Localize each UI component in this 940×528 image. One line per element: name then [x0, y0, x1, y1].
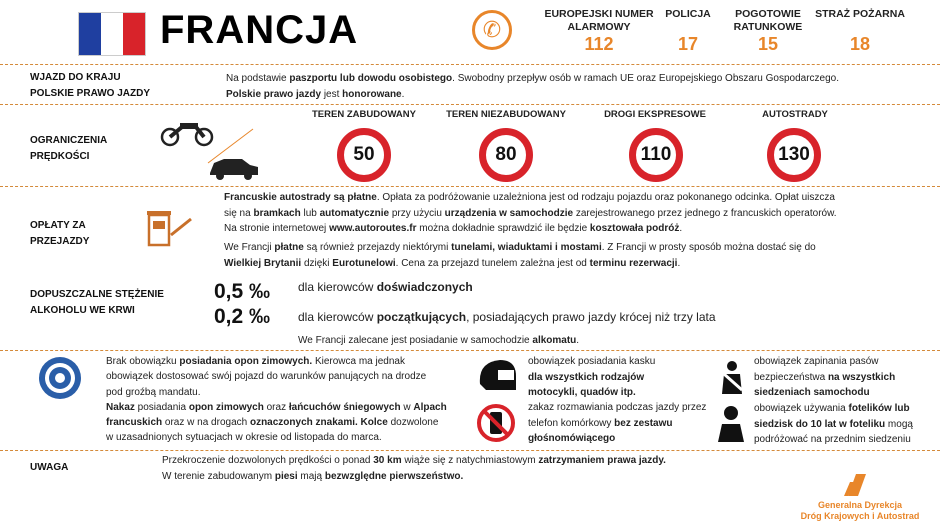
helmet-text: [528, 354, 728, 401]
emergency-ambulance: [728, 8, 808, 54]
text: obowiązek zapinania pasów: [754, 356, 879, 367]
text-bold: bezwzględne pierwszeństwo.: [324, 470, 464, 482]
flag-blue-stripe: [79, 13, 101, 55]
text-bold: paszportu lub dowodu osobistego: [289, 73, 453, 84]
text: telefon komórkowy: [528, 417, 615, 429]
entry-title: WJAZD DO KRAJU POLSKIE PRAWO JAZDY: [30, 72, 151, 99]
divider: [0, 350, 940, 351]
text-bold: oznaczonych znakami. Kolce: [249, 417, 388, 429]
speed-label: TEREN NIEZABUDOWANY: [446, 109, 566, 120]
text: bezpieczeństwa: [754, 371, 828, 383]
text-bold: dla wszystkich rodzajów: [528, 371, 645, 383]
seatbelt-icon: [712, 360, 750, 394]
warning-text: [162, 453, 722, 484]
gddkia-logo: [790, 500, 930, 522]
france-flag: [78, 12, 146, 56]
text: oraz: [263, 401, 289, 413]
text-bold: urządzenia w samochodzie: [444, 207, 574, 219]
text-bold: Polskie prawo jazdy: [226, 88, 322, 100]
gddkia-logo-icon: [842, 470, 870, 498]
text: lub: [300, 207, 320, 219]
emergency-number: 17: [677, 34, 699, 54]
text-bold: siedzisk do 10 lat w foteliku: [754, 418, 886, 430]
text: obowiązek używania: [754, 403, 849, 414]
alcohol-desc-experienced: [298, 280, 473, 296]
emergency-label: POGOTOWIE RATUNKOWE: [733, 8, 803, 33]
text-bold: opon zimowych: [188, 401, 264, 413]
text-bold: francuskich: [106, 417, 163, 429]
seatbelt-text: [754, 354, 934, 401]
text-bold: siedzeniach samochodu: [754, 387, 870, 398]
speed-sign-130: 130: [767, 128, 821, 182]
text: .: [576, 335, 580, 346]
logo-line: Dróg Krajowych i Autostrad: [800, 511, 920, 521]
text-bold: motocykli, quadów itp.: [528, 387, 636, 398]
text: dla kierowców: [298, 280, 377, 294]
winter-text: [106, 354, 466, 446]
speed-title: OGRANICZENIA PRĘDKOŚCI: [30, 135, 108, 162]
emergency-label: POLICJA: [665, 8, 711, 20]
alcohol-title: DOPUSZCZALNE STĘŻENIE ALKOHOLU WE KRWI: [30, 289, 164, 316]
text: obowiązek dostosować swój pojazd do warunków panujących na drodze: [106, 371, 427, 383]
text: .: [679, 223, 683, 234]
text: mogą: [885, 418, 913, 430]
divider: [0, 186, 940, 187]
text: w: [400, 401, 414, 413]
entry-text: [226, 71, 926, 102]
alcohol-note: [298, 333, 579, 349]
text: oraz w na drogach: [162, 417, 250, 429]
text: mają: [297, 470, 325, 482]
text-bold: bramkach: [253, 207, 301, 219]
text: pod groźbą mandatu.: [106, 386, 201, 398]
text: się na: [224, 207, 254, 219]
text: dzięki: [301, 257, 333, 269]
no-phone-icon: [476, 403, 516, 443]
text-bold: na wszystkich: [827, 371, 896, 383]
emergency-label: STRAŻ POŻARNA: [815, 8, 905, 20]
tolls-title: OPŁATY ZA PRZEJAZDY: [30, 220, 90, 247]
speed-label: TEREN ZABUDOWANY: [312, 109, 416, 120]
text-bold: Francuskie autostrady są płatne: [224, 192, 377, 203]
emergency-label: EUROPEJSKI NUMER ALARMOWY: [544, 8, 654, 33]
text-bold: Nakaz: [106, 401, 135, 413]
tolls-paragraph-2: [224, 240, 924, 271]
text: . Cena za przejazd tunelem zależna jest od: [395, 257, 590, 269]
emergency-number: 112: [584, 34, 614, 54]
text-bold: Alpach: [413, 401, 447, 413]
text-bold: kosztowała podróż: [589, 223, 680, 234]
emergency-112: [540, 8, 658, 54]
winter-tire-icon: [38, 356, 82, 400]
page-title: FRANCJA: [160, 8, 359, 52]
text: zakaz rozmawiania podczas jazdy przez: [528, 402, 707, 413]
text: wiąże się z natychmiastowym: [401, 455, 539, 466]
alcohol-limit-experienced: 0,5 ‰: [214, 280, 271, 303]
text-bold: fotelików lub: [848, 403, 910, 414]
text-bold: www.autoroutes.fr: [329, 223, 417, 234]
text: Przekroczenie dozwolonych prędkości o ponad: [162, 455, 374, 466]
text-bold: terminu rezerwacji: [589, 257, 678, 269]
speed-sign-80: 80: [479, 128, 533, 182]
text: Brak obowiązku: [106, 356, 180, 367]
tolls-paragraph-1: [224, 190, 924, 237]
text: . Opłata za podróżowanie uzależniona jest od rodzaju pojazdu oraz pokonanego odcinka. Opłat uiszcza: [376, 192, 835, 203]
text-bold: Eurotunelowi: [332, 257, 396, 269]
toll-gate-icon: [145, 205, 195, 250]
text-bold: płatne: [274, 242, 304, 253]
speed-sign-50: 50: [337, 128, 391, 182]
text: .: [677, 257, 681, 269]
text: W terenie zabudowanym: [162, 470, 275, 482]
alcohol-desc-novice: [298, 310, 716, 326]
text-bold: posiadania opon zimowych.: [179, 356, 313, 367]
phone-rule-text: [528, 400, 738, 447]
speed-sign-110: 110: [629, 128, 683, 182]
text: można dokładnie sprawdzić ile będzie: [416, 223, 590, 234]
text: podróżować na przednim siedzeniu: [754, 434, 911, 445]
flag-red-stripe: [123, 13, 145, 55]
text: posiadania: [134, 401, 189, 413]
text: We Francji: [224, 242, 275, 253]
text-bold: 30 km: [373, 455, 402, 466]
child-seat-icon: [712, 404, 750, 442]
emergency-police: [660, 8, 716, 54]
text-bold: początkujących: [376, 310, 467, 324]
flag-white-stripe: [101, 13, 123, 55]
text-bold: alkomatu: [532, 335, 577, 346]
text-bold: piesi: [274, 470, 298, 482]
text-bold: honorowane: [342, 88, 402, 100]
text: Na stronie internetowej: [224, 223, 330, 234]
text-bold: Wielkiej Brytanii: [224, 257, 302, 269]
text: Na podstawie: [226, 73, 290, 84]
emergency-number: 15: [757, 34, 779, 54]
text: w uzasadnionych sytuacjach w okresie od listopada do marca.: [106, 432, 382, 444]
text-bold: automatycznie: [319, 207, 390, 219]
text: .: [401, 88, 405, 100]
text: We Francji zalecane jest posiadanie w samochodzie: [298, 335, 533, 346]
text: , posiadających prawo jazdy krócej niż trzy lata: [466, 310, 716, 324]
speed-label: AUTOSTRADY: [762, 109, 828, 120]
alcohol-limit-novice: 0,2 ‰: [214, 305, 271, 328]
divider: [0, 64, 940, 65]
emergency-number: 18: [849, 34, 871, 54]
text: obowiązek posiadania kasku: [528, 356, 656, 367]
text-bold: tunelami, wiaduktami i mostami: [451, 242, 602, 253]
text: są również przejazdy niektórymi: [303, 242, 452, 253]
emergency-fire: [812, 8, 908, 54]
text: . Z Francji w prosty sposób można dostać się do: [601, 242, 816, 253]
child-seat-text: [754, 401, 934, 448]
text: zarejestrowanego przez jednego z francuskich operatorów.: [573, 207, 837, 219]
text: przy użyciu: [389, 207, 445, 219]
text-bold: doświadczonych: [376, 280, 473, 294]
helmet-icon: [476, 356, 518, 396]
phone-icon: ✆: [472, 10, 512, 50]
warning-title: UWAGA: [30, 462, 69, 473]
text: Kierowca ma jednak: [312, 356, 405, 367]
text: dozwolone: [387, 417, 439, 429]
logo-line: Generalna Dyrekcja: [817, 500, 903, 510]
speed-label: DROGI EKSPRESOWE: [604, 109, 706, 120]
text-bold: zatrzymaniem prawa jazdy.: [538, 455, 666, 466]
divider: [0, 104, 940, 105]
motorcycle-car-icon: [158, 115, 268, 183]
text: . Swobodny przepływ osób w ramach UE oraz Europejskiego Obszaru Gospodarczego.: [452, 73, 840, 84]
text: jest: [321, 88, 343, 100]
text: dla kierowców: [298, 310, 377, 324]
text-bold: głośnomówiącego: [528, 433, 616, 444]
divider: [0, 450, 940, 451]
text-bold: bez zestawu: [614, 417, 673, 429]
text-bold: łańcuchów śniegowych: [288, 401, 401, 413]
